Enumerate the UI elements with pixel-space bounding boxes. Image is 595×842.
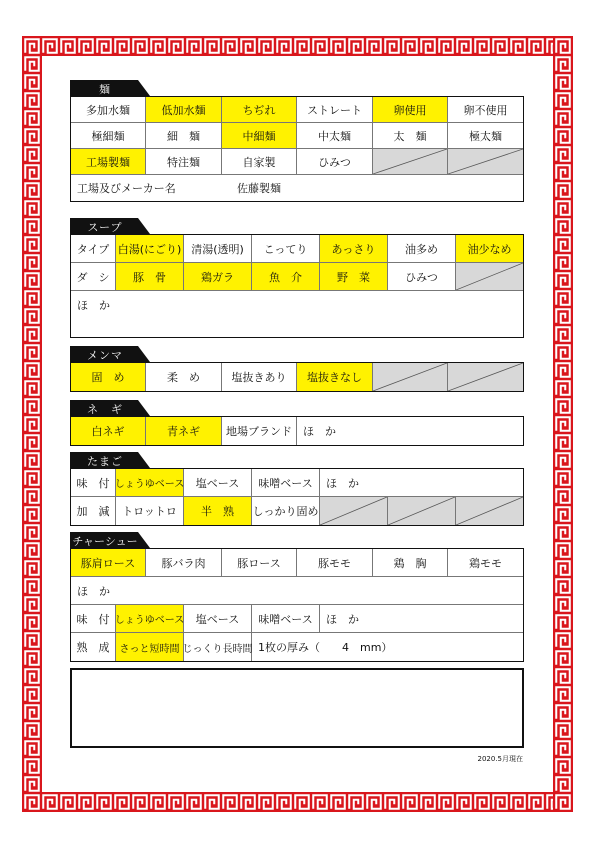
section-tab-egg <box>70 452 150 468</box>
egg-flavor-label: 味 付 <box>71 469 116 496</box>
maker-label: 工場及びメーカー名 <box>77 182 176 195</box>
soup-type-option: あっさり <box>320 235 388 262</box>
section-tab-menma <box>70 346 150 362</box>
egg-cook-label: 加 減 <box>71 497 116 525</box>
empty-slot <box>448 363 523 391</box>
soup-type-option: 清湯(透明) <box>184 235 252 262</box>
noodle-option: ひみつ <box>297 149 373 174</box>
egg-flavor-option: ほ か <box>326 476 359 490</box>
egg-flavor-option: 味噌ベース <box>252 469 320 496</box>
soup-dashi-option: ひみつ <box>388 263 456 290</box>
soup-other-label: ほ か <box>77 299 110 312</box>
noodle-option: 極太麺 <box>469 129 502 143</box>
soup-type-option: 油少なめ <box>456 235 523 262</box>
soup-dashi-label: ダ シ <box>71 263 116 290</box>
border-left <box>22 36 42 812</box>
noodle-option: 卵使用 <box>373 97 448 122</box>
chashu-other-label: ほ か <box>77 584 110 598</box>
soup-table <box>70 234 524 338</box>
section-title-noodle: 麺 <box>99 83 111 96</box>
menma-option: 塩抜きあり <box>222 363 297 391</box>
border-right <box>553 36 573 812</box>
noodle-option: 特注麺 <box>146 149 222 174</box>
chashu-cut-option: 豚モモ <box>297 549 373 576</box>
egg-cook-option: しっかり固め <box>252 497 320 525</box>
section-title-menma: メンマ <box>87 349 123 362</box>
noodle-option: 中太麺 <box>297 123 373 148</box>
chashu-age-label: 熟 成 <box>71 633 116 661</box>
empty-slot <box>456 263 523 290</box>
section-title-chashu: チャーシュー <box>72 535 138 548</box>
section-tab-chashu <box>70 532 150 548</box>
date-note: 2020.5月現在 <box>477 755 523 763</box>
negi-option: 白ネギ <box>71 417 146 445</box>
negi-table <box>70 416 524 446</box>
noodle-option: ちぢれ <box>222 97 297 122</box>
chashu-thickness: 1枚の厚み（ 4 mm） <box>258 641 393 654</box>
border-bottom <box>22 792 573 812</box>
chashu-cut-option: 豚ロース <box>222 549 297 576</box>
soup-dashi-option: 野 菜 <box>320 263 388 290</box>
notes-box <box>70 668 524 748</box>
chashu-age-option: じっくり長時間 <box>184 633 252 661</box>
maker-value: 佐藤製麺 <box>237 182 281 195</box>
chashu-table <box>70 548 524 662</box>
section-title-egg: たまご <box>87 455 123 468</box>
menma-table <box>70 362 524 392</box>
section-tab-negi <box>70 400 150 416</box>
section-title-soup: スープ <box>87 221 123 234</box>
menma-option: 固 め <box>71 363 146 391</box>
chashu-flavor-label: 味 付 <box>71 605 116 632</box>
noodle-option: 自家製 <box>222 149 297 174</box>
chashu-flavor-option: 味噌ベース <box>252 605 320 632</box>
chashu-flavor-option: ほ か <box>326 612 359 626</box>
section-title-negi: ネ ギ <box>87 403 123 416</box>
menma-option: 塩抜きなし <box>297 363 373 391</box>
noodle-option: 細 麺 <box>146 123 222 148</box>
noodle-option: 中細麺 <box>222 123 297 148</box>
noodle-option: 極細麺 <box>71 123 146 148</box>
noodle-table <box>70 96 524 202</box>
egg-flavor-option: 塩ベース <box>184 469 252 496</box>
chashu-flavor-option: しょうゆベース <box>116 605 184 632</box>
noodle-option: 太 麺 <box>373 123 448 148</box>
egg-cook-option: トロットロ <box>116 497 184 525</box>
empty-slot <box>388 497 456 525</box>
section-tab-noodle <box>70 80 150 96</box>
negi-option: 青ネギ <box>146 417 222 445</box>
negi-option: ほ か <box>303 425 336 438</box>
empty-slot <box>373 149 448 174</box>
soup-dashi-option: 魚 介 <box>252 263 320 290</box>
egg-cook-option: 半 熟 <box>184 497 252 525</box>
negi-option: 地場ブランド <box>222 417 297 445</box>
chashu-cut-option: 豚バラ肉 <box>146 549 222 576</box>
empty-slot <box>373 363 448 391</box>
soup-dashi-option: 鶏ガラ <box>184 263 252 290</box>
empty-slot <box>320 497 388 525</box>
noodle-option: 多加水麺 <box>71 97 146 122</box>
chashu-cut-option: 豚肩ロース <box>71 549 146 576</box>
chashu-flavor-option: 塩ベース <box>184 605 252 632</box>
chashu-age-option: さっと短時間 <box>116 633 184 661</box>
egg-flavor-option: しょうゆベース <box>116 469 184 496</box>
noodle-option: 卵不使用 <box>463 103 508 117</box>
chashu-cut-option: 鶏モモ <box>469 556 502 570</box>
soup-dashi-option: 豚 骨 <box>116 263 184 290</box>
border-top <box>22 36 573 56</box>
chashu-cut-option: 鶏 胸 <box>373 549 448 576</box>
soup-type-label: タイプ <box>71 235 116 262</box>
section-tab-soup <box>70 218 150 234</box>
menma-option: 柔 め <box>146 363 222 391</box>
soup-type-option: 油多め <box>388 235 456 262</box>
soup-type-option: 白湯(にごり) <box>116 235 184 262</box>
noodle-option: 低加水麺 <box>146 97 222 122</box>
noodle-option: ストレート <box>297 97 373 122</box>
noodle-option: 工場製麺 <box>71 149 146 174</box>
empty-slot <box>448 149 523 174</box>
empty-slot <box>456 497 523 525</box>
egg-table <box>70 468 524 526</box>
soup-type-option: こってり <box>252 235 320 262</box>
